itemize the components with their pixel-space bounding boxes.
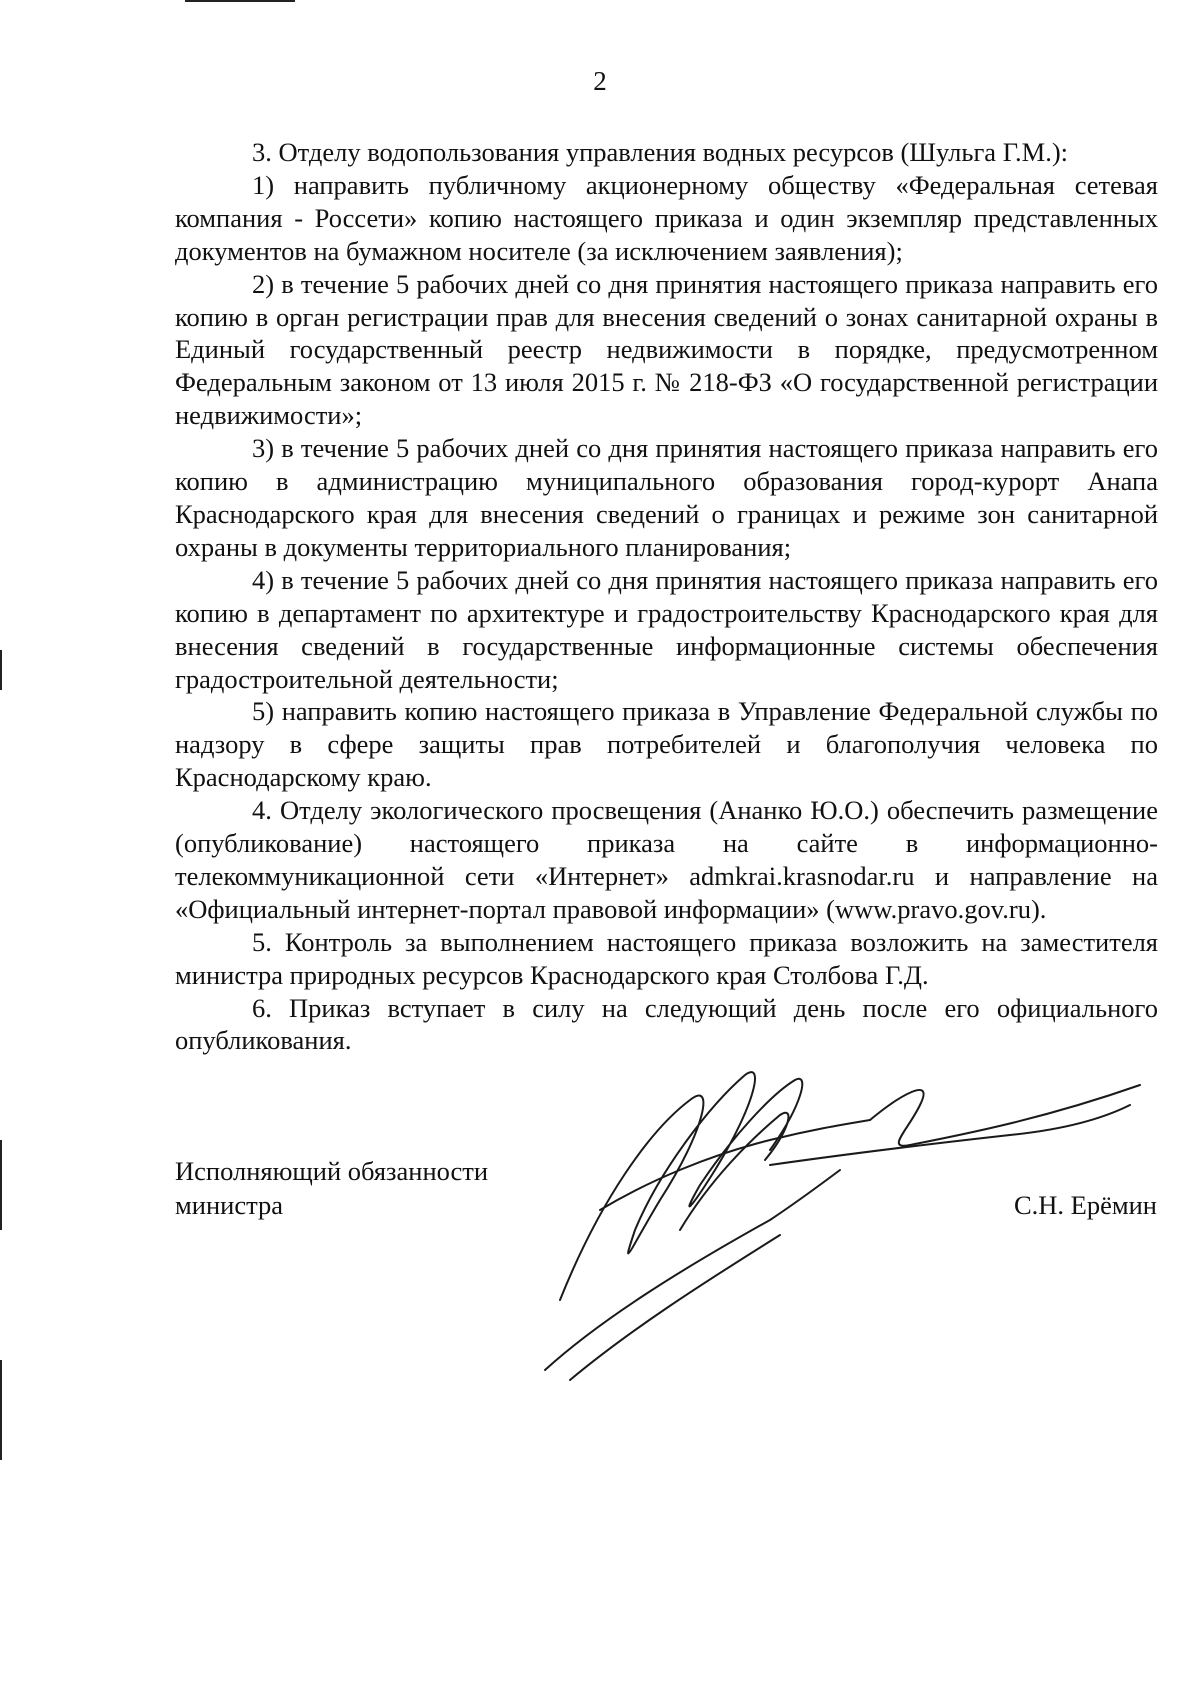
paragraph-3-2: 2) в течение 5 рабочих дней со дня принятия настоящего приказа направить его копию в орган регистрации прав для внесения сведений о зонах санитарной охраны в Единый государственный реестр недвижимости в порядке, предусмотренном Федеральным законом от 13 июля 2015 г. № 218-ФЗ «О государственной регистрации недвижимости»;	[175, 268, 1158, 431]
handwritten-signature	[540, 1060, 1160, 1390]
scan-edge-mark	[0, 1360, 2, 1460]
paragraph-6: 6. Приказ вступает в силу на следующий день после его официального опубликования.	[175, 992, 1158, 1056]
paragraph-3-1: 1) направить публичному акционерному обществу «Федеральная сетевая компания - Россети» копию настоящего приказа и один экземпляр представленных документов на бумажном носителе (за исключением заявления);	[175, 169, 1158, 266]
scan-edge-mark	[0, 650, 2, 690]
signatory-name: С.Н. Ерёмин	[1013, 1190, 1157, 1220]
signatory-position-line1: Исполняющий обязанности	[175, 1156, 489, 1186]
paragraph-3: 3. Отделу водопользования управления водных ресурсов (Шульга Г.М.):	[252, 137, 1069, 167]
paragraph-3-4: 4) в течение 5 рабочих дней со дня принятия настоящего приказа направить его копию в департамент по архитектуре и градостроительству Краснодарского края для внесения сведений в государственные информационные системы обеспечения градостроительной деятельности;	[175, 564, 1158, 694]
paragraph-4: 4. Отделу экологического просвещения (Ананко Ю.О.) обеспечить размещение (опубликование) настоящего приказа на сайте в информационно-телекоммуникационной сети «Интернет» admkrai.krasnodar.ru и направление на «Официальный интернет-портал правовой информации» (www.pravo.gov.ru).	[175, 795, 1158, 924]
paragraph-3-5: 5) направить копию настоящего приказа в Управление Федеральной службы по надзору в сфере защиты прав потребителей и благополучия человека по Краснодарскому краю.	[175, 696, 1158, 793]
page-number: 2	[593, 66, 607, 96]
signatory-position	[175, 1154, 488, 1222]
paragraph-3-3: 3) в течение 5 рабочих дней со дня принятия настоящего приказа направить его копию в администрацию муниципального образования город-курорт Анапа Краснодарского края для внесения сведений о границах и режиме зон санитарной охраны в документы территориального планирования;	[175, 433, 1158, 562]
signatory-position-line2: министра	[175, 1190, 283, 1220]
paragraph-5: 5. Контроль за выполнением настоящего приказа возложить на заместителя министра природных ресурсов Краснодарского края Столбова Г.Д.	[175, 926, 1158, 990]
scan-edge-mark	[0, 1140, 2, 1230]
document-body	[175, 136, 1158, 1057]
scan-edge-mark	[185, 0, 295, 2]
